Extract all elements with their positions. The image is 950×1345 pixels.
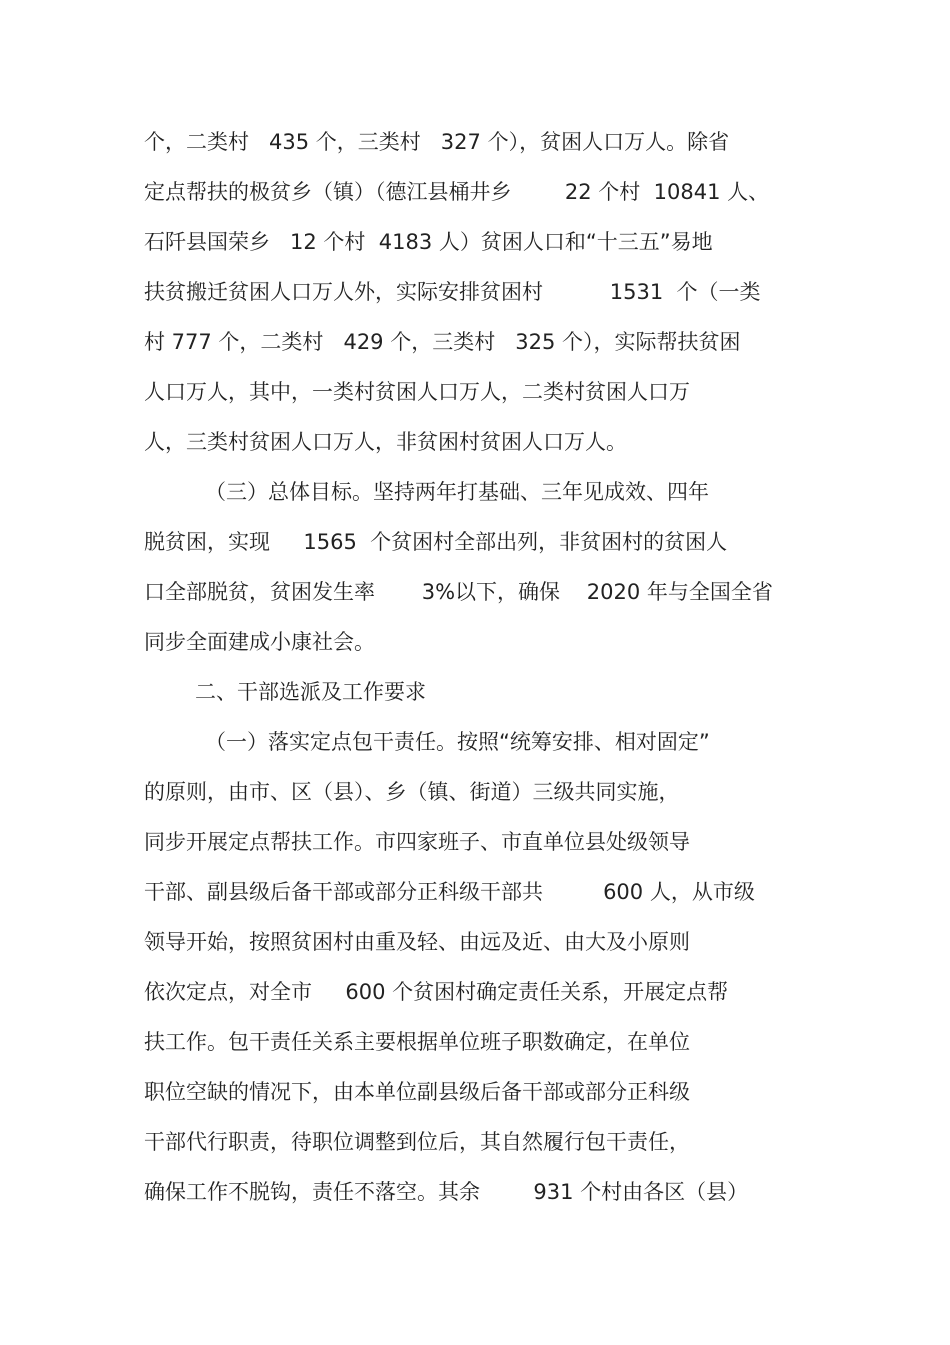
text-line: 人，三类村贫困人口万人，非贫困村贫困人口万人。 [144,430,627,454]
text-line: 同步全面建成小康社会。 [144,630,375,654]
text-line: 人口万人，其中，一类村贫困人口万人，二类村贫困人口万 [144,380,690,404]
text-line: 依次定点，对全市 600 个贫困村确定责任关系，开展定点帮 [144,980,729,1004]
text-line: 的原则，由市、区（县）、乡（镇、街道）三级共同实施， [144,780,680,804]
text-line: 个，二类村 435 个，三类村 327 个），贫困人口万人。除省 [144,130,730,154]
paragraph-heading: （三）总体目标。坚持两年打基础、三年见成效、四年 [205,480,709,504]
paragraph-heading: （一）落实定点包干责任。按照“统筹安排、相对固定” [205,730,710,754]
text-line: 石阡县国荣乡 12 个村 4183 人）贫困人口和“十三五”易地 [144,230,713,254]
text-line: 干部代行职责，待职位调整到位后，其自然履行包干责任， [144,1130,690,1154]
text-line: 干部、副县级后备干部或部分正科级干部共 600 人，从市级 [144,880,755,904]
text-line: 同步开展定点帮扶工作。市四家班子、市直单位县处级领导 [144,830,690,854]
text-line: 确保工作不脱钩，责任不落空。其余 931 个村由各区（县） [144,1180,749,1204]
text-line: 扶工作。包干责任关系主要根据单位班子职数确定，在单位 [144,1030,690,1054]
text-line: 职位空缺的情况下，由本单位副县级后备干部或部分正科级 [144,1080,690,1104]
text-line: 领导开始，按照贫困村由重及轻、由远及近、由大及小原则 [144,930,690,954]
text-line: 定点帮扶的极贫乡（镇）（德江县桶井乡 22 个村 10841 人、 [144,180,770,204]
text-line: 脱贫困，实现 1565 个贫困村全部出列，非贫困村的贫困人 [144,530,728,554]
text-line: 口全部脱贫，贫困发生率 3%以下，确保 2020 年与全国全省 [144,580,773,604]
text-line: 村 777 个，二类村 429 个，三类村 325 个），实际帮扶贫困 [144,330,741,354]
text-line: 扶贫搬迁贫困人口万人外，实际安排贫困村 1531 个（一类 [144,280,761,304]
section-heading: 二、干部选派及工作要求 [195,680,426,704]
